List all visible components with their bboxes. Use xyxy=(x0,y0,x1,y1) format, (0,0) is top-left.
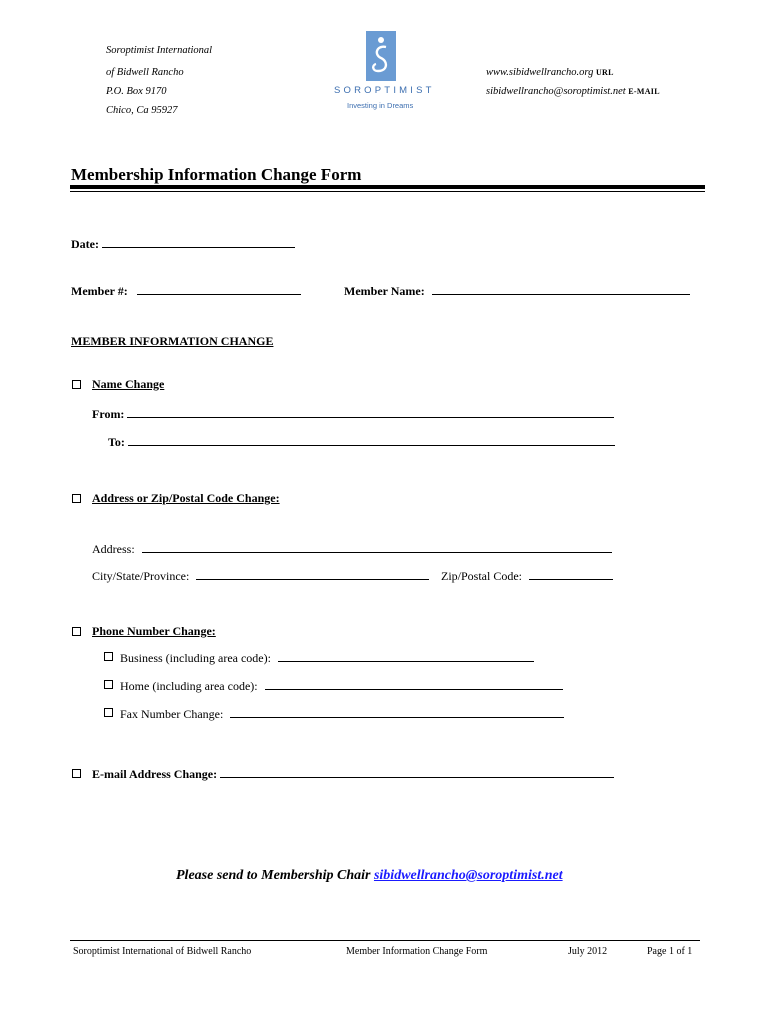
name-from-label: From: xyxy=(92,407,125,421)
member-name-row xyxy=(344,283,690,299)
org-name-line1: Soroptimist International xyxy=(106,45,213,56)
zip-label: Zip/Postal Code: xyxy=(441,569,522,583)
phone-change-checkbox[interactable] xyxy=(72,627,81,636)
address-field[interactable] xyxy=(142,541,612,553)
name-to-label: To: xyxy=(108,435,125,449)
email-change-label: E-mail Address Change: xyxy=(92,767,218,781)
send-email-link[interactable]: sibidwellrancho@soroptimist.net xyxy=(373,868,563,883)
member-name-label: Member Name: xyxy=(344,284,425,298)
date-field[interactable] xyxy=(102,236,295,248)
footer-page: Page 1 of 1 xyxy=(647,946,693,957)
name-from-row xyxy=(92,406,614,422)
phone-change-label: Phone Number Change: xyxy=(92,624,216,638)
home-phone-label: Home (including area code): xyxy=(120,679,258,693)
email-text[interactable]: sibidwellrancho@soroptimist.net xyxy=(486,86,626,97)
fax-checkbox[interactable] xyxy=(104,708,113,717)
logo-brand-text: SOROPTIMIST xyxy=(334,85,435,96)
website-text[interactable]: www.sibidwellrancho.org xyxy=(486,67,594,78)
member-num-label: Member #: xyxy=(71,284,128,298)
zip-field[interactable] xyxy=(529,568,613,580)
send-text: Please send to Membership Chair xyxy=(176,868,371,883)
date-row xyxy=(71,236,295,252)
header-email xyxy=(486,86,660,97)
fax-field[interactable] xyxy=(230,706,564,718)
home-phone-checkbox[interactable] xyxy=(104,680,113,689)
member-name-field[interactable] xyxy=(432,283,690,295)
member-num-row xyxy=(71,283,301,299)
title-rule-thick xyxy=(70,185,705,189)
header-website xyxy=(486,67,614,78)
org-po-box: P.O. Box 9170 xyxy=(106,86,167,97)
home-phone-row xyxy=(120,678,563,694)
fax-row xyxy=(120,706,564,722)
website-label: URL xyxy=(595,68,614,77)
city-row xyxy=(92,568,429,584)
logo-tagline: Investing in Dreams xyxy=(347,101,414,110)
business-phone-checkbox[interactable] xyxy=(104,652,113,661)
business-phone-label: Business (including area code): xyxy=(120,651,271,665)
name-change-checkbox[interactable] xyxy=(72,380,81,389)
section-heading: MEMBER INFORMATION CHANGE xyxy=(71,334,274,348)
send-instruction xyxy=(176,868,563,884)
zip-row xyxy=(441,568,613,584)
form-title: Membership Information Change Form xyxy=(71,165,362,184)
footer-date: July 2012 xyxy=(568,946,608,957)
name-to-row xyxy=(108,434,615,450)
member-num-field[interactable] xyxy=(137,283,301,295)
city-field[interactable] xyxy=(196,568,429,580)
email-change-row xyxy=(92,766,614,782)
footer-rule xyxy=(70,940,700,941)
fax-label: Fax Number Change: xyxy=(120,707,224,721)
address-change-checkbox[interactable] xyxy=(72,494,81,503)
city-label: City/State/Province: xyxy=(92,569,190,583)
home-phone-field[interactable] xyxy=(265,678,563,690)
email-change-checkbox[interactable] xyxy=(72,769,81,778)
email-label: E-MAIL xyxy=(628,87,660,96)
name-to-field[interactable] xyxy=(128,434,615,446)
title-rule-thin xyxy=(70,191,705,192)
footer-doc: Member Information Change Form xyxy=(346,946,488,957)
date-label: Date: xyxy=(71,237,99,251)
footer-org: Soroptimist International of Bidwell Rancho xyxy=(73,946,252,957)
business-phone-field[interactable] xyxy=(278,650,534,662)
email-change-field[interactable] xyxy=(220,766,614,778)
address-row xyxy=(92,541,612,557)
business-phone-row xyxy=(120,650,534,666)
address-change-label: Address or Zip/Postal Code Change: xyxy=(92,491,280,505)
address-label: Address: xyxy=(92,542,135,556)
org-city: Chico, Ca 95927 xyxy=(106,105,178,116)
name-from-field[interactable] xyxy=(127,406,614,418)
name-change-label: Name Change xyxy=(92,377,165,391)
org-name-line2: of Bidwell Rancho xyxy=(106,67,184,78)
logo-mark-icon xyxy=(366,31,396,81)
